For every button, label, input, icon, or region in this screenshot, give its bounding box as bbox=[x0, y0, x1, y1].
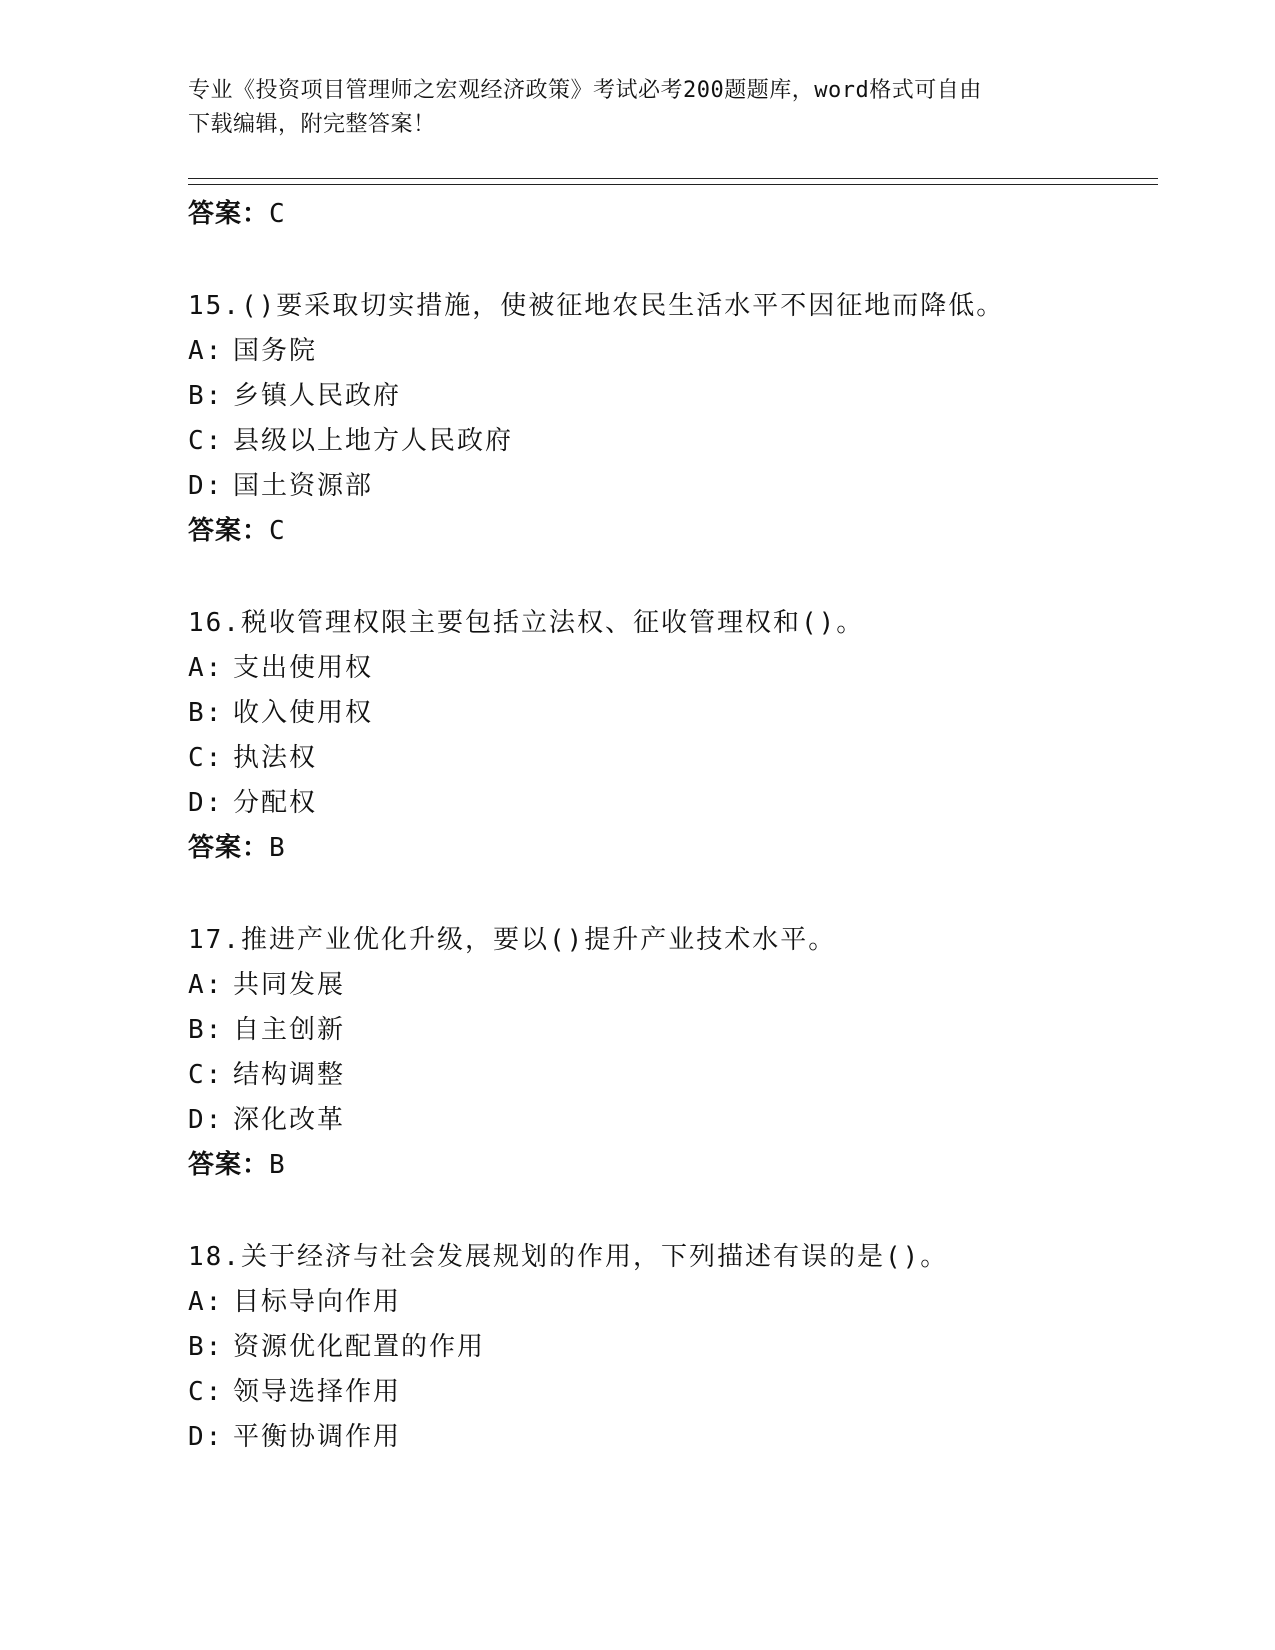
header-line-1: 专业《投资项目管理师之宏观经济政策》考试必考200题题库，word格式可自由 bbox=[188, 78, 982, 103]
answer-label: 答案： bbox=[188, 516, 270, 546]
option-label: D: bbox=[188, 1422, 224, 1452]
option-a bbox=[188, 963, 1158, 1008]
option-label: B: bbox=[188, 1015, 224, 1045]
question-answer bbox=[188, 826, 1158, 870]
option-b bbox=[188, 1325, 1158, 1370]
answer-label: 答案： bbox=[188, 199, 270, 229]
option-text: 结构调整 bbox=[233, 1060, 346, 1090]
option-c bbox=[188, 1370, 1158, 1415]
option-label: B: bbox=[188, 381, 224, 411]
option-label: D: bbox=[188, 1105, 224, 1135]
option-label: A: bbox=[188, 653, 224, 683]
option-text: 共同发展 bbox=[233, 970, 346, 1000]
option-text: 收入使用权 bbox=[233, 698, 374, 728]
option-d bbox=[188, 1415, 1158, 1460]
option-b bbox=[188, 691, 1158, 736]
question-15 bbox=[188, 284, 1158, 553]
option-text: 平衡协调作用 bbox=[233, 1422, 402, 1452]
header-divider-top bbox=[188, 178, 1158, 179]
option-label: B: bbox=[188, 698, 224, 728]
question-answer bbox=[188, 1143, 1158, 1187]
question-stem: 15.()要采取切实措施，使被征地农民生活水平不因征地而降低。 bbox=[188, 291, 1005, 321]
document-header bbox=[188, 74, 1068, 142]
option-label: C: bbox=[188, 1060, 224, 1090]
option-c bbox=[188, 419, 1158, 464]
option-d bbox=[188, 1098, 1158, 1143]
option-text: 资源优化配置的作用 bbox=[233, 1332, 486, 1362]
question-18 bbox=[188, 1235, 1158, 1460]
option-label: A: bbox=[188, 1287, 224, 1317]
header-divider-bottom bbox=[188, 184, 1158, 185]
option-text: 县级以上地方人民政府 bbox=[233, 426, 514, 456]
option-text: 乡镇人民政府 bbox=[233, 381, 402, 411]
answer-value: C bbox=[269, 516, 286, 546]
previous-answer bbox=[188, 192, 1158, 236]
option-c bbox=[188, 736, 1158, 781]
option-text: 自主创新 bbox=[233, 1015, 346, 1045]
option-text: 国土资源部 bbox=[233, 471, 374, 501]
question-list bbox=[188, 192, 1158, 1460]
option-label: D: bbox=[188, 788, 224, 818]
answer-value: B bbox=[269, 833, 286, 863]
option-a bbox=[188, 1280, 1158, 1325]
answer-label: 答案： bbox=[188, 833, 270, 863]
option-d bbox=[188, 781, 1158, 826]
option-text: 目标导向作用 bbox=[233, 1287, 402, 1317]
option-d bbox=[188, 464, 1158, 509]
option-label: C: bbox=[188, 426, 224, 456]
option-label: D: bbox=[188, 471, 224, 501]
option-text: 领导选择作用 bbox=[233, 1377, 402, 1407]
header-line-2: 下载编辑，附完整答案！ bbox=[188, 112, 436, 137]
answer-label: 答案： bbox=[188, 1150, 270, 1180]
option-label: A: bbox=[188, 336, 224, 366]
option-b bbox=[188, 374, 1158, 419]
option-text: 执法权 bbox=[233, 743, 318, 773]
option-a bbox=[188, 329, 1158, 374]
option-label: C: bbox=[188, 743, 224, 773]
answer-value: B bbox=[269, 1150, 286, 1180]
option-label: B: bbox=[188, 1332, 224, 1362]
question-answer bbox=[188, 509, 1158, 553]
option-text: 深化改革 bbox=[233, 1105, 346, 1135]
question-stem: 17.推进产业优化升级，要以()提升产业技术水平。 bbox=[188, 925, 837, 955]
question-17 bbox=[188, 918, 1158, 1187]
option-label: C: bbox=[188, 1377, 224, 1407]
option-text: 支出使用权 bbox=[233, 653, 374, 683]
option-text: 分配权 bbox=[233, 788, 318, 818]
question-stem: 16.税收管理权限主要包括立法权、征收管理权和()。 bbox=[188, 608, 865, 638]
option-label: A: bbox=[188, 970, 224, 1000]
answer-value: C bbox=[269, 199, 286, 229]
question-stem: 18.关于经济与社会发展规划的作用，下列描述有误的是()。 bbox=[188, 1242, 949, 1272]
option-b bbox=[188, 1008, 1158, 1053]
option-a bbox=[188, 646, 1158, 691]
option-c bbox=[188, 1053, 1158, 1098]
option-text: 国务院 bbox=[233, 336, 318, 366]
question-16 bbox=[188, 601, 1158, 870]
